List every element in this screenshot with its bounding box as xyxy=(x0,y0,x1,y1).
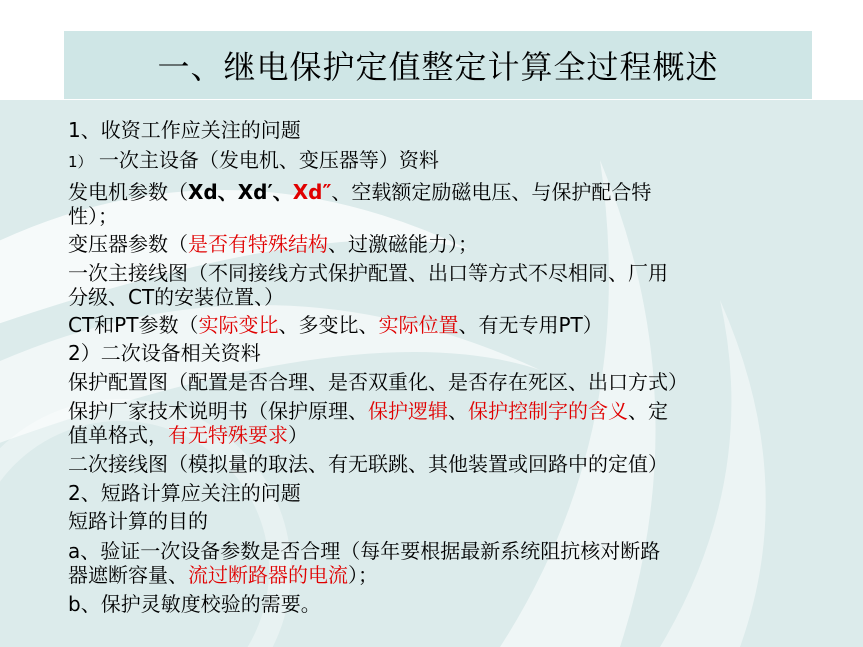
text-run: 2、短路计算应关注的问题 xyxy=(68,481,301,505)
line-18 xyxy=(68,592,858,616)
text-run: 器遮断容量、 xyxy=(68,563,188,587)
text-run: ）； xyxy=(348,563,378,587)
text-run-highlight: 实际变比 xyxy=(198,313,279,337)
line-15 xyxy=(68,509,858,533)
line-14 xyxy=(68,481,858,505)
text-run: 一次主接线图（不同接线方式保护配置、出口等方式不尽相同、厂用 xyxy=(68,261,668,285)
title-box xyxy=(64,31,812,99)
text-run: CT和PT参数（ xyxy=(68,313,199,337)
page-title: 一、继电保护定值整定计算全过程概述 xyxy=(157,48,719,86)
line-4 xyxy=(68,204,858,228)
text-run: ） xyxy=(288,423,308,447)
text-run: 值单格式， xyxy=(68,423,168,447)
text-run: 发电机参数（ xyxy=(68,180,188,204)
line-5 xyxy=(68,232,858,256)
text-run-highlight: 有无特殊要求 xyxy=(168,423,288,447)
text-run-highlight: 是否有特殊结构 xyxy=(188,232,328,256)
text-run: 2）二次设备相关资料 xyxy=(68,341,261,365)
line-17 xyxy=(68,563,858,587)
text-run: a、验证一次设备参数是否合理（每年要根据最新系统阻抗核对断路 xyxy=(68,539,661,563)
text-run-highlight: Xd″ xyxy=(292,180,332,204)
line-8 xyxy=(68,313,858,337)
line-6 xyxy=(68,261,858,285)
text-run: 二次接线图（模拟量的取法、有无联跳、其他装置或回路中的定值） xyxy=(68,452,668,476)
line-16 xyxy=(68,539,858,563)
line-11 xyxy=(68,399,858,423)
text-run: b、保护灵敏度校验的需要。 xyxy=(68,592,321,616)
text-run: 一次主设备（发电机、变压器等）资料 xyxy=(98,148,439,172)
text-run: 、多变比、 xyxy=(278,313,379,337)
text-run: 短路计算的目的 xyxy=(68,509,208,533)
text-run: 保护厂家技术说明书（保护原理、 xyxy=(68,399,368,423)
text-run: 、定 xyxy=(628,399,668,423)
line-7 xyxy=(68,285,858,309)
text-run: 性）； xyxy=(68,204,118,228)
text-run: 、有无专用PT） xyxy=(458,313,603,337)
text-run: Xd、Xd′、 xyxy=(188,180,293,204)
line-13 xyxy=(68,452,858,476)
text-run: 变压器参数（ xyxy=(68,232,188,256)
text-run-highlight: 流过断路器的电流 xyxy=(188,563,348,587)
text-run: 、空载额定励磁电压、与保护配合特 xyxy=(331,180,652,204)
text-run: 、过激磁能力）； xyxy=(328,232,478,256)
text-run-highlight: 实际位置 xyxy=(378,313,459,337)
text-run: 分级、CT的安装位置、） xyxy=(68,285,285,309)
line-10 xyxy=(68,370,858,394)
text-run: 、 xyxy=(448,399,468,423)
line-1 xyxy=(68,118,858,142)
line-12 xyxy=(68,423,858,447)
line-2 xyxy=(68,148,858,174)
text-run: 1、收资工作应关注的问题 xyxy=(68,118,301,142)
line-3 xyxy=(68,180,858,204)
text-run: 1） xyxy=(68,153,93,171)
text-run-highlight: 保护逻辑 xyxy=(368,399,448,423)
line-9 xyxy=(68,341,858,365)
text-run-highlight: 保护控制字的含义 xyxy=(468,399,628,423)
text-run: 保护配置图（配置是否合理、是否双重化、是否存在死区、出口方式） xyxy=(68,370,688,394)
